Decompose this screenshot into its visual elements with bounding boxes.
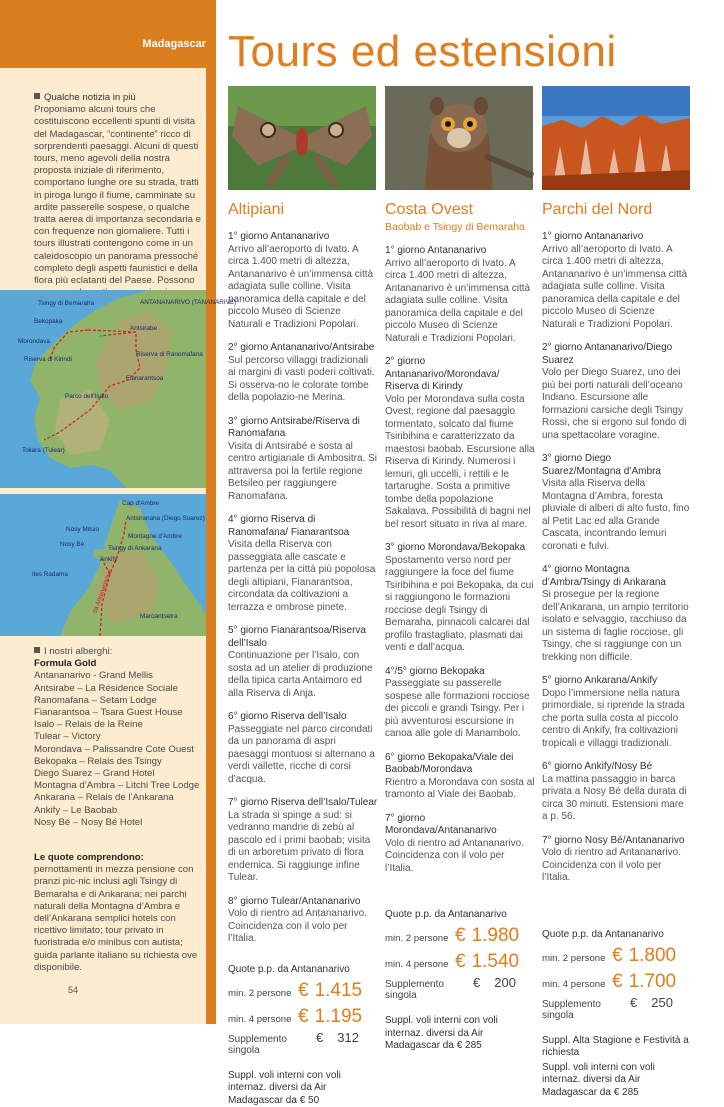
map2-label: Ankify [100, 556, 118, 563]
hotel-item: Tulear – Victory [34, 731, 202, 743]
sidebar-header-bar [0, 0, 216, 68]
price-row [542, 945, 692, 967]
price-label: min. 4 persone [385, 959, 455, 970]
hotel-item: Antananarivo - Grand Mellis [34, 670, 202, 682]
price-row [228, 1006, 378, 1028]
map1-label: ANTANANARIVO (TANANARIVE) [140, 299, 236, 306]
day-description: Passeggiate su passerelle sospese alle formazioni rocciose dei piccoli e grandi Tsingy. Per i più avventurosi escursione in canoa alle gole di Manambolo. [385, 678, 535, 741]
intro-heading-text: Qualche notizia in più [44, 92, 136, 103]
map1-label: Parco dell'Isalo [65, 393, 109, 400]
day-description: La strada si spinge a sud: si vedranno mandrie di zebù al pascolo ed i primi baobab; visita di un arboretum privato di flora endemica. Si raggiunge infine Tulear. [228, 810, 378, 885]
day-description: Visita alla Riserva della Montagna d’Ambra, foresta pluviale di alberi di alto fusto, fino al Petit Lac ed alla Grande Cascata, incontrando lemuri coronati e fulvi. [542, 478, 692, 553]
day-description: Volo per Diego Suarez, uno dei più bei porti naturali dell’oceano Indiano. Escursione alle formazioni carsiche degli Tsingy Rossi, che si ergono sul fondo di una spettacolare voragine. [542, 367, 692, 442]
map2-label: Tsingy di Ankarana [108, 545, 162, 552]
price-row [385, 951, 535, 973]
supplement-currency: € [316, 1030, 323, 1045]
map2-label: Maroantsetra [140, 613, 178, 620]
day-description: Si prosegue per la regione dell’Ankarana, un ampio territorio isolato e selvaggio, racchiuso da un sistema di faglie rocciose, gli Tsingy, che si raggiunge con un trekking non difficile. [542, 589, 692, 664]
price-label: min. 2 persone [542, 953, 612, 964]
square-bullet-icon [34, 647, 40, 653]
hotel-item: Ranomafana – Setam Lodge [34, 695, 202, 707]
map1-label: Riserva di Ranomafana [136, 351, 203, 358]
day-description: Arrivo all’aeroporto di Ivato. A circa 1.400 metri di altezza, Antananarivo è un’immensa città adagiata sulle colline. Visita panoramica della capitale e del piccolo Museo di Scienze Naturali e Tradizioni Popolari. [228, 244, 378, 332]
intro-text: Proponiamo alcuni tours che costituiscono eccellenti spunti di visita del Madagascar, “continente” ricco di sorprendenti paesaggi. Alcuni di questi tours, meno agevoli della nostra proposta iniziale di riferimento, comportano lunghe ore su strada, tratti in piroga lungo il fiume, camminate su ardite passerelle sospese, o qualche tratta aerea di importanza secondaria e con frequenze non giornaliere. Tutti i tours illustrati contengono come in un caleidoscopio un panorama pressoché completo degli aspetti faunistici e della flora più eclatanti del Paese. Possono [34, 104, 202, 299]
itinerary-day [385, 245, 535, 345]
hotels-heading [34, 646, 202, 658]
price-currency: € [455, 951, 466, 973]
itinerary-day [385, 356, 535, 531]
itinerary-day [228, 514, 378, 614]
day-description: Continuazione per l’Isalo, con sosta ad un atelier di produzione della tipica carta Antaimoro ed alla Riserva di Anja. [228, 650, 378, 700]
hotel-item: Fianarantsoa – Tsara Guest House [34, 707, 202, 719]
price-row [385, 925, 535, 947]
season-supplement-note: Suppl. Alta Stagione e Festività a richiesta [542, 1035, 692, 1060]
hotel-item: Isalo – Relais de la Reine [34, 719, 202, 731]
tour-title: Costa Ovest [385, 200, 535, 220]
quotes-text: pernottamenti in mezza pensione con pranzi pic-nic inclusi agli Tsingy di Bemaraha e di Ankarana; nei parchi naturali della Montagna d’Ambra e dell’Ankarana semplici hotels con ricettivo limitato; tour privato in fuoristrada e/o minibus con autista; guida parlante italiano su richiesta ove disponibile. [34, 864, 202, 974]
hotel-list [34, 670, 202, 829]
day-title: 2° giorno Antananarivo/Morondava/ Riserva di Kirindy [385, 356, 535, 394]
day-title: 6° giorno Riserva dell’Isalo [228, 711, 378, 724]
tsingy-photo [542, 86, 690, 190]
moth-photo [228, 86, 376, 190]
day-title: 7° giorno Riserva dell’Isalo/Tulear [228, 797, 378, 810]
day-description: Rientro a Morondava con sosta al tramonto al Viale dei Baobab. [385, 777, 535, 802]
price-label: min. 4 persone [228, 1014, 298, 1025]
lemur-photo [385, 86, 533, 190]
supplement-label: Supplemento singola [385, 979, 473, 1001]
day-title: 5° giorno Ankarana/Ankify [542, 675, 692, 688]
day-title: 7° giorno Nosy Bé/Antananarivo [542, 835, 692, 848]
supplement-value: 200 [494, 975, 516, 990]
quote-title: Quote p.p. da Antananarivo [542, 929, 692, 941]
price-currency: € [455, 925, 466, 947]
price-value: 1.195 [315, 1006, 363, 1028]
tour-column-altipiani [228, 200, 378, 1107]
itinerary-day [542, 835, 692, 885]
price-label: min. 4 persone [542, 979, 612, 990]
itinerary-day [228, 231, 378, 331]
intro-heading [34, 92, 202, 104]
itinerary-day [228, 416, 378, 504]
map2-label: Montagne d'Ambre [128, 533, 182, 540]
itinerary-day [228, 797, 378, 885]
day-title: 6° giorno Bekopaka/Viale dei Baobab/Morondava [385, 752, 535, 777]
itinerary-day [542, 231, 692, 331]
price-value: 1.800 [629, 945, 677, 967]
hotel-item: Bekopaka – Relais des Tsingy [34, 756, 202, 768]
itinerary-day [385, 813, 535, 876]
day-title: 3° giorno Diego Suarez/Montagna d’Ambra [542, 453, 692, 478]
map2-label: Iles Radama [32, 571, 68, 578]
map2-label: da Antananarivo [91, 568, 114, 614]
day-title: 8° giorno Tulear/Antananarivo [228, 896, 378, 909]
page-title: Tours ed estensioni [228, 26, 617, 78]
itinerary-day [228, 896, 378, 946]
map1-label: Toliara (Tulear) [22, 447, 65, 454]
itinerary-day [542, 675, 692, 750]
price-currency: € [612, 945, 623, 967]
supplement-label: Supplemento singola [228, 1034, 316, 1056]
page-number: 54 [68, 985, 78, 995]
square-bullet-icon [34, 93, 40, 99]
day-title: 3° giorno Morondava/Bekopaka [385, 542, 535, 555]
day-title: 7° giorno Morondava/Antananarivo [385, 813, 535, 838]
day-description: Volo per Morondava sulla costa Ovest, regione dal paesaggio tormentato, solcato dal fiume Tsiribihina e caratterizzato da maestosi baobab. Escursione alla Riserva di Kirindy. Numerosi i lemuri, gli uccelli, i rettili e le tartarughe. Sosta a primitive tombe della popolazione Sakalava. Possibilità di bagni nel bel resort situato in riva al mare. [385, 394, 535, 532]
map1-label: Riserva di Kirindi [24, 356, 72, 363]
map1-label: Antsirabe [130, 325, 157, 332]
supplement-value: 250 [651, 995, 673, 1010]
tour-column-costa-ovest [385, 200, 535, 1053]
map2-label: Nosy Mitsio [66, 526, 99, 533]
price-row [542, 971, 692, 993]
day-title: 4° giorno Riserva di Ranomafana/ Fianarantsoa [228, 514, 378, 539]
price-label: min. 2 persone [385, 933, 455, 944]
price-value: 1.415 [315, 980, 363, 1002]
hotel-item: Montagna d’Ambra – Litchi Tree Lodge [34, 780, 202, 792]
day-description: Sul percorso villaggi tradizionali ai margini di vasti poderi coltivati. Si osserva-no le colorate tombe della popolazio-ne Merina. [228, 355, 378, 405]
tour-subtitle: Baobab e Tsingy di Bemaraha [385, 221, 535, 234]
price-label: min. 2 persone [228, 988, 298, 999]
supplement-currency: € [630, 995, 637, 1010]
itinerary-day [542, 761, 692, 824]
itinerary-day [228, 625, 378, 700]
price-currency: € [612, 971, 623, 993]
itinerary-day [385, 752, 535, 802]
day-description: Arrivo all’aeroporto di Ivato. A circa 1.400 metri di altezza, Antananarivo è un’immensa città adagiata sulle colline. Visita panoramica della capitale e del piccolo Museo di Scienze Naturali e Tradizioni Popolari. [542, 244, 692, 332]
day-title: 4°/5° giorno Bekopaka [385, 666, 535, 679]
day-title: 2° giorno Antananarivo/Antsirabe [228, 342, 378, 355]
itinerary-day [228, 342, 378, 405]
tour-title: Altipiani [228, 200, 378, 220]
hotels-heading-text: I nostri alberghi: [44, 646, 112, 657]
price-value: 1.540 [472, 951, 520, 973]
itinerary-day [542, 342, 692, 442]
intro-box [34, 92, 202, 299]
hotel-item: Morondava – Palissandre Cote Ouest [34, 744, 202, 756]
day-description: Visita della Riserva con passeggiata alle cascate e partenza per la città più popolosa degli altipiani, Fianarantsoa, circondata da coltivazioni a terrazza e ombrose pinete. [228, 539, 378, 614]
sidebar-divider-bar [206, 68, 216, 1024]
day-description: Volo di rientro ad Antananarivo. Coincidenza con il volo per l’Italia. [385, 838, 535, 876]
day-title: 4° giorno Montagna d’Ambra/Tsingy di Ankarana [542, 564, 692, 589]
day-title: 3° giorno Antsirabe/Riserva di Ranomafana [228, 416, 378, 441]
map1-label: Tsingy di Bemaraha [38, 300, 95, 307]
hotels-box [34, 646, 202, 829]
day-description: Visita di Antsirabé e sosta al centro artigianale di Ambositra. Si attraversa poi la fertile regione Betsileo per raggiungere Ranomafana. [228, 441, 378, 504]
day-title: 5° giorno Fianarantsoa/Riserva dell’Isalo [228, 625, 378, 650]
hotel-item: Ankarana – Relais de l’Ankarana [34, 792, 202, 804]
quote-title: Quote p.p. da Antananarivo [385, 909, 535, 921]
supplement-row [228, 1030, 378, 1056]
quotes-box [34, 852, 202, 974]
day-title: 1° giorno Antananarivo [385, 245, 535, 258]
price-currency: € [298, 980, 309, 1002]
supplement-value: 312 [337, 1030, 359, 1045]
supplement-label: Supplemento singola [542, 999, 630, 1021]
madagascar-north-map [0, 494, 206, 636]
hotels-formula: Formula Gold [34, 658, 202, 670]
map2-label: Antsiranana (Diego Suarez) [126, 515, 205, 522]
flight-supplement-note: Suppl. voli interni con voli internaz. diversi da Air Madagascar da € 285 [542, 1062, 692, 1100]
day-description: Dopo l’immersione nella natura primordiale, si riprende la strada che porta sulla costa al piccolo centro di Ankify, fra coltivazioni tropicali e villaggi tradizionali. [542, 688, 692, 751]
day-description: Spostamento verso nord per raggiungere la foce del fiume Tsiribihina e poi Bekopaka, da cui si raggiungono le formazioni rocciose degli Tsingy di Bemaraha, pinnacoli calcarei dal profilo frastagliato, plasmati dai venti e dall’acqua. [385, 555, 535, 655]
price-row [228, 980, 378, 1002]
itinerary-day [542, 453, 692, 553]
day-description: La mattina passaggio in barca privata a Nosy Bé della durata di circa 30 minuti. Estensioni mare a p. 56. [542, 774, 692, 824]
price-value: 1.700 [629, 971, 677, 993]
day-description: Volo di rientro ad Antananarivo. Coincidenza con il volo per l’Italia. [542, 847, 692, 885]
tour-column-parchi-nord [542, 200, 692, 1099]
map2-label: Nosy Bé [60, 541, 85, 548]
region-label: Madagascar [142, 38, 206, 50]
itinerary-day [385, 666, 535, 741]
supplement-row [542, 995, 692, 1021]
price-value: 1.980 [472, 925, 520, 947]
quotes-heading: Le quote comprendono: [34, 852, 202, 864]
hotel-item: Diego Suarez – Grand Hotel [34, 768, 202, 780]
day-description: Passeggiate nel parco circondati da un panorama di aspri paesaggi montuosi si alternano a verdi vallette, ricche di corsi d’acqua. [228, 724, 378, 787]
flight-supplement-note: Suppl. voli interni con voli internaz. diversi da Air Madagascar da € 285 [385, 1015, 535, 1053]
tour-title: Parchi del Nord [542, 200, 692, 220]
itinerary-day [228, 711, 378, 786]
day-title: 6° giorno Ankify/Nosy Bé [542, 761, 692, 774]
map2-label: Cap d'Ambre [122, 500, 160, 507]
day-title: 1° giorno Antananarivo [228, 231, 378, 244]
day-description: Volo di rientro ad Antananarivo. Coincidenza con il volo per l’Italia. [228, 908, 378, 946]
map1-label: Morondava [18, 338, 50, 345]
quote-title: Quote p.p. da Antananarivo [228, 964, 378, 976]
itinerary-day [385, 542, 535, 655]
map1-label: Bekopaka [34, 318, 63, 325]
hotel-item: Antsirabe – La Résidence Sociale [34, 683, 202, 695]
supplement-row [385, 975, 535, 1001]
madagascar-south-map [0, 290, 206, 488]
map1-label: Fianarantsoa [126, 375, 164, 382]
day-title: 2° giorno Antananarivo/Diego Suarez [542, 342, 692, 367]
price-currency: € [298, 1006, 309, 1028]
flight-supplement-note: Suppl. voli interni con voli internaz. diversi da Air Madagascar da € 50 [228, 1070, 378, 1107]
itinerary-day [542, 564, 692, 664]
day-description: Arrivo all’aeroporto di Ivato. A circa 1.400 metri di altezza, Antananarivo è un’immensa città adagiata sulle colline. Visita panoramica della capitale e del piccolo Museo di Scienze Naturali e Tradizioni Popolari. [385, 258, 535, 346]
hotel-item: Ankify – Le Baobab [34, 805, 202, 817]
supplement-currency: € [473, 975, 480, 990]
hotel-item: Nosy Bé – Nosy Bé Hotel [34, 817, 202, 829]
day-title: 1° giorno Antananarivo [542, 231, 692, 244]
